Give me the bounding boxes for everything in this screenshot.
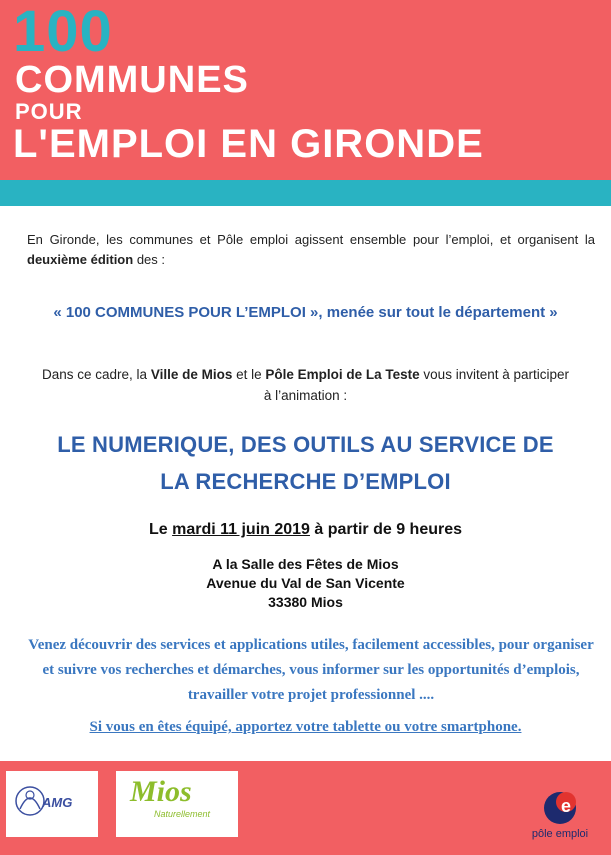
mios-logo xyxy=(116,771,238,837)
title-emploi-gironde: L'EMPLOI EN GIRONDE xyxy=(13,122,484,166)
address-line-3: 33380 Mios xyxy=(268,594,343,610)
intro-text-1: En Gironde, les communes et Pôle emploi agissent ensemble pour l’emploi, et organisent la xyxy=(27,232,595,247)
address-line-1: A la Salle des Fêtes de Mios xyxy=(212,556,399,572)
event-description: Venez découvrir des services et applications utiles, facilement accessibles, pour organiser et suivre vos recherches et démarches, vous informer sur les opportunités d’emplois, travailler votre projet professionnel .... xyxy=(28,637,594,703)
invite-text-3: vous invitent à participer à l’animation : xyxy=(263,367,569,403)
invite-paragraph xyxy=(40,364,571,406)
date-prefix: Le xyxy=(148,521,173,538)
mios-logo-text: Mios xyxy=(130,775,192,808)
headline-line-2: LA RECHERCHE D’EMPLOI xyxy=(160,469,451,494)
intro-paragraph xyxy=(27,230,595,270)
date-day: mardi 11 juin 2019 xyxy=(172,521,310,538)
amg-logo xyxy=(6,771,98,837)
mios-tagline: Naturellement xyxy=(154,809,211,819)
invite-text-2: et le xyxy=(232,367,266,382)
pole-emploi-text: pôle emploi xyxy=(531,828,589,840)
invite-ville: Ville de Mios xyxy=(150,367,233,382)
intro-text-2: des : xyxy=(133,252,165,267)
amg-logo-text: AMG xyxy=(42,795,73,810)
pole-emploi-logo xyxy=(520,790,600,848)
event-address xyxy=(0,555,611,612)
event-quote: « 100 COMMUNES POUR L’EMPLOI », menée sur tout le département » xyxy=(53,304,558,321)
title-communes: COMMUNES xyxy=(15,59,249,101)
address-line-2: Avenue du Val de San Vicente xyxy=(206,575,405,591)
event-headline xyxy=(0,426,611,500)
event-date xyxy=(0,521,611,539)
title-pour: POUR xyxy=(15,99,83,124)
title-100: 100 xyxy=(13,0,113,64)
date-suffix: à partir de 9 heures xyxy=(309,521,463,538)
teal-stripe xyxy=(0,180,611,206)
invite-pole: Pôle Emploi de La Teste xyxy=(265,367,420,382)
header-banner xyxy=(0,0,611,180)
svg-text:e: e xyxy=(561,796,572,816)
intro-bold: deuxième édition xyxy=(27,252,134,267)
pole-emploi-emblem-icon xyxy=(520,790,600,828)
headline-line-1: LE NUMERIQUE, DES OUTILS AU SERVICE DE xyxy=(57,432,554,457)
invite-text-1: Dans ce cadre, la xyxy=(42,367,151,382)
tablet-note: Si vous en êtes équipé, apportez votre tablette ou votre smartphone. xyxy=(89,719,522,735)
